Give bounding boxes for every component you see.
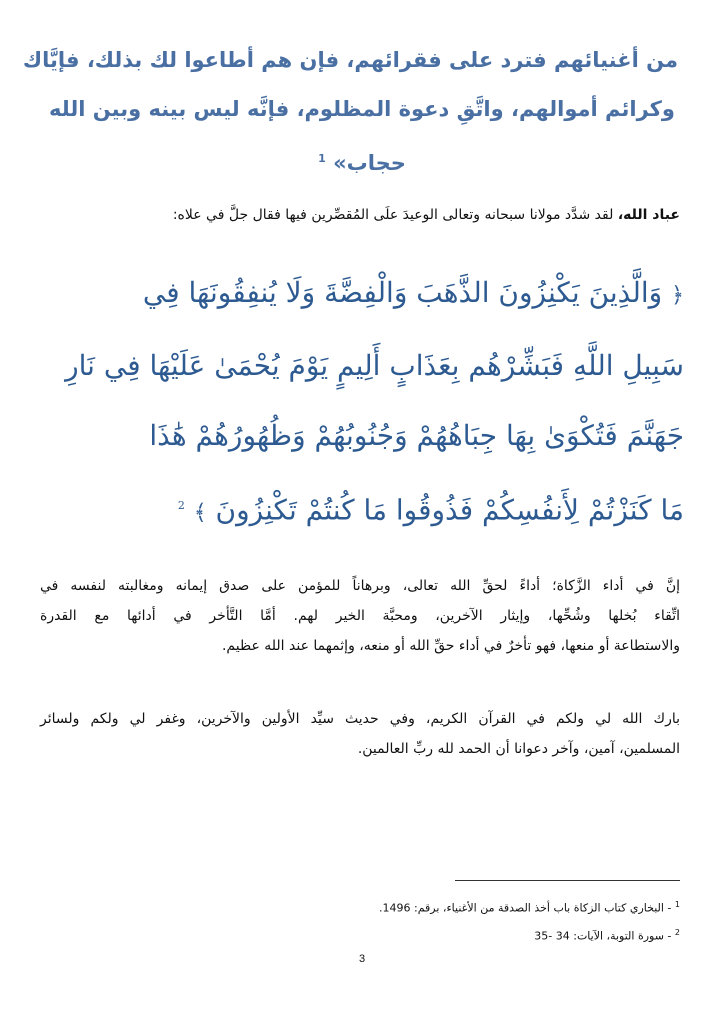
- hadith-quote: [22, 36, 678, 188]
- quran-open-bracket: ﴿: [671, 283, 684, 308]
- quran-close-bracket: ﴾: [193, 500, 207, 526]
- hadith-line: وكرائم أموالهم، واتَّقِ دعوة المظلوم، فإنَّه ليس بينه وبين الله: [49, 97, 675, 121]
- paragraph-line: اتِّقاء بُخلها وشُحِّها، وإيثار الآخرين، ومحبَّة الخير لهم. أمَّا التَّأخر في أدائها مع القدرة: [40, 608, 680, 624]
- footnote-number: 2: [674, 927, 680, 937]
- footnotes: [40, 893, 680, 948]
- intro-bold-text: عباد الله،: [617, 207, 680, 223]
- page-number: 3: [358, 953, 366, 965]
- footnote-text: - سورة التوبة، الآيات: 34 -35: [534, 929, 675, 943]
- hadith-line-text: حجاب»: [333, 151, 406, 175]
- footnote-reference[interactable]: 1: [318, 152, 326, 165]
- quran-line: سَبِيلِ اللَّهِ فَبَشِّرْهُم بِعَذَابٍ أَلِيمٍ يَوْمَ يُحْمَىٰ عَلَيْهَا فِي نَارِ: [65, 349, 684, 382]
- paragraph-line: إنَّ في أداء الزَّكاة؛ أداءً لحقِّ الله تعالى، وبرهاناً للمؤمن على صدق إيمانه ومغالبته لنفسه في: [40, 578, 680, 594]
- footnote-separator: [455, 880, 680, 881]
- footnote-item: [40, 893, 680, 921]
- footnote-item: [40, 921, 680, 949]
- intro-text: لقد شدَّد مولانا سبحانه وتعالى الوعيدَ علَى المُقصِّرين فيها فقال جلَّ في علاه:: [172, 207, 618, 223]
- quran-verse: [40, 258, 684, 548]
- hadith-line: [46, 134, 678, 188]
- closing-paragraph: [40, 704, 680, 764]
- paragraph-line: المسلمين، آمين، وآخر دعوانا أن الحمد لله ربِّ العالمين.: [357, 741, 680, 757]
- footnote-reference[interactable]: 2: [177, 499, 185, 512]
- footnote-text: - البخاري كتاب الزكاة باب أخذ الصدقة من الأغنياء، برقم: 1496.: [379, 901, 675, 915]
- quran-line-text: وَالَّذِينَ يَكْنِزُونَ الذَّهَبَ وَالْفِضَّةَ وَلَا يُنفِقُونَهَا فِي: [142, 276, 663, 309]
- quran-line: جَهَنَّمَ فَتُكْوَىٰ بِهَا جِبَاهُهُمْ وَجُنُوبُهُمْ وَظُهُورُهُمْ هَٰذَا: [149, 419, 684, 452]
- quran-line-text: مَا كَنَزْتُمْ لِأَنفُسِكُمْ فَذُوقُوا مَا كُنتُمْ تَكْنِزُونَ: [215, 493, 684, 527]
- paragraph-line: بارك الله لي ولكم في القرآن الكريم، وفي حديث سيِّد الأولين والآخرين، وغفر لي ولكم ولسائر: [40, 711, 680, 727]
- hadith-line: من أغنيائهم فترد على فقرائهم، فإن هم أطاعوا لك بذلك، فإيَّاك: [22, 48, 678, 72]
- paragraph-line: والاستطاعة أو منعها، فهو تأخرٌ في أداء حقِّ الله أو منعه، وإثمهما عند الله عظيم.: [221, 638, 680, 654]
- footnote-number: 1: [674, 900, 680, 909]
- quran-line: [40, 471, 684, 548]
- zakat-paragraph: [40, 571, 680, 661]
- intro-paragraph: [40, 203, 680, 227]
- quran-line: [40, 258, 684, 331]
